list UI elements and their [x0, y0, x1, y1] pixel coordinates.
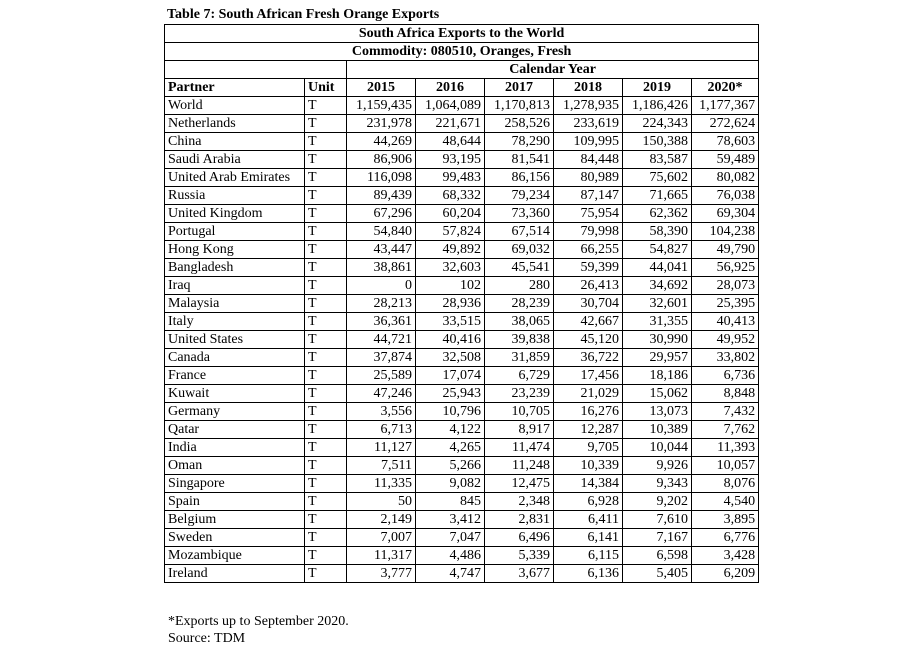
- value-cell: 44,041: [623, 259, 692, 277]
- value-cell: 7,432: [692, 403, 759, 421]
- value-cell: 56,925: [692, 259, 759, 277]
- value-cell: 28,239: [485, 295, 554, 313]
- partner-cell: India: [165, 439, 305, 457]
- partner-cell: Canada: [165, 349, 305, 367]
- value-cell: 2,149: [347, 511, 416, 529]
- partner-cell: Iraq: [165, 277, 305, 295]
- value-cell: 59,399: [554, 259, 623, 277]
- value-cell: 86,156: [485, 169, 554, 187]
- value-cell: 16,276: [554, 403, 623, 421]
- value-cell: 150,388: [623, 133, 692, 151]
- table-row: [165, 277, 759, 295]
- table-body: [165, 97, 759, 583]
- value-cell: 9,202: [623, 493, 692, 511]
- value-cell: 33,515: [416, 313, 485, 331]
- unit-cell: T: [305, 295, 347, 313]
- value-cell: 7,511: [347, 457, 416, 475]
- value-cell: 2,348: [485, 493, 554, 511]
- table-row: [165, 205, 759, 223]
- value-cell: 6,115: [554, 547, 623, 565]
- table-row: [165, 313, 759, 331]
- value-cell: 67,296: [347, 205, 416, 223]
- unit-cell: T: [305, 133, 347, 151]
- value-cell: 57,824: [416, 223, 485, 241]
- value-cell: 9,926: [623, 457, 692, 475]
- value-cell: 6,136: [554, 565, 623, 583]
- table-row: [165, 547, 759, 565]
- value-cell: 36,361: [347, 313, 416, 331]
- value-cell: 68,332: [416, 187, 485, 205]
- value-cell: 224,343: [623, 115, 692, 133]
- unit-cell: T: [305, 547, 347, 565]
- value-cell: 25,395: [692, 295, 759, 313]
- value-cell: 47,246: [347, 385, 416, 403]
- value-cell: 6,729: [485, 367, 554, 385]
- value-cell: 10,057: [692, 457, 759, 475]
- value-cell: 69,304: [692, 205, 759, 223]
- value-cell: 33,802: [692, 349, 759, 367]
- table-row: [165, 187, 759, 205]
- value-cell: 49,790: [692, 241, 759, 259]
- partner-cell: Malaysia: [165, 295, 305, 313]
- value-cell: 845: [416, 493, 485, 511]
- partner-cell: Kuwait: [165, 385, 305, 403]
- value-cell: 31,355: [623, 313, 692, 331]
- value-cell: 6,411: [554, 511, 623, 529]
- value-cell: 18,186: [623, 367, 692, 385]
- value-cell: 66,255: [554, 241, 623, 259]
- value-cell: 10,705: [485, 403, 554, 421]
- value-cell: 17,074: [416, 367, 485, 385]
- value-cell: 4,540: [692, 493, 759, 511]
- banner-line-1: South Africa Exports to the World: [165, 25, 759, 43]
- partner-cell: Spain: [165, 493, 305, 511]
- value-cell: 54,827: [623, 241, 692, 259]
- value-cell: 83,587: [623, 151, 692, 169]
- value-cell: 15,062: [623, 385, 692, 403]
- table-row: [165, 457, 759, 475]
- partner-cell: Mozambique: [165, 547, 305, 565]
- value-cell: 10,339: [554, 457, 623, 475]
- value-cell: 43,447: [347, 241, 416, 259]
- table-row: [165, 259, 759, 277]
- header-year: 2015: [347, 79, 416, 97]
- unit-cell: T: [305, 313, 347, 331]
- value-cell: 71,665: [623, 187, 692, 205]
- partner-cell: Russia: [165, 187, 305, 205]
- table-row: [165, 511, 759, 529]
- unit-cell: T: [305, 511, 347, 529]
- value-cell: 272,624: [692, 115, 759, 133]
- unit-cell: T: [305, 169, 347, 187]
- value-cell: 23,239: [485, 385, 554, 403]
- value-cell: 50: [347, 493, 416, 511]
- partner-cell: Italy: [165, 313, 305, 331]
- value-cell: 10,044: [623, 439, 692, 457]
- value-cell: 25,589: [347, 367, 416, 385]
- value-cell: 69,032: [485, 241, 554, 259]
- value-cell: 40,413: [692, 313, 759, 331]
- value-cell: 59,489: [692, 151, 759, 169]
- unit-cell: T: [305, 439, 347, 457]
- value-cell: 79,998: [554, 223, 623, 241]
- value-cell: 58,390: [623, 223, 692, 241]
- value-cell: 116,098: [347, 169, 416, 187]
- value-cell: 76,038: [692, 187, 759, 205]
- value-cell: 10,389: [623, 421, 692, 439]
- value-cell: 8,848: [692, 385, 759, 403]
- value-cell: 49,952: [692, 331, 759, 349]
- value-cell: 231,978: [347, 115, 416, 133]
- header-unit: Unit: [305, 79, 347, 97]
- value-cell: 0: [347, 277, 416, 295]
- header-row: [165, 79, 759, 97]
- value-cell: 280: [485, 277, 554, 295]
- value-cell: 14,384: [554, 475, 623, 493]
- value-cell: 87,147: [554, 187, 623, 205]
- value-cell: 45,541: [485, 259, 554, 277]
- banner-line-3: Calendar Year: [347, 61, 759, 79]
- value-cell: 233,619: [554, 115, 623, 133]
- value-cell: 31,859: [485, 349, 554, 367]
- value-cell: 8,917: [485, 421, 554, 439]
- value-cell: 4,486: [416, 547, 485, 565]
- value-cell: 7,007: [347, 529, 416, 547]
- value-cell: 4,747: [416, 565, 485, 583]
- table-title: Table 7: South African Fresh Orange Exports: [167, 7, 440, 22]
- value-cell: 6,776: [692, 529, 759, 547]
- table-row: [165, 403, 759, 421]
- value-cell: 5,266: [416, 457, 485, 475]
- value-cell: 99,483: [416, 169, 485, 187]
- unit-cell: T: [305, 421, 347, 439]
- table-row: [165, 565, 759, 583]
- value-cell: 32,508: [416, 349, 485, 367]
- table-row: [165, 97, 759, 115]
- value-cell: 3,428: [692, 547, 759, 565]
- partner-cell: Bangladesh: [165, 259, 305, 277]
- value-cell: 11,248: [485, 457, 554, 475]
- unit-cell: T: [305, 259, 347, 277]
- value-cell: 75,954: [554, 205, 623, 223]
- partner-cell: World: [165, 97, 305, 115]
- value-cell: 80,989: [554, 169, 623, 187]
- value-cell: 17,456: [554, 367, 623, 385]
- table-row: [165, 385, 759, 403]
- value-cell: 7,047: [416, 529, 485, 547]
- source-note: Source: TDM: [168, 631, 246, 646]
- value-cell: 3,777: [347, 565, 416, 583]
- value-cell: 221,671: [416, 115, 485, 133]
- value-cell: 11,127: [347, 439, 416, 457]
- unit-cell: T: [305, 331, 347, 349]
- partner-cell: Singapore: [165, 475, 305, 493]
- value-cell: 109,995: [554, 133, 623, 151]
- value-cell: 44,269: [347, 133, 416, 151]
- value-cell: 1,159,435: [347, 97, 416, 115]
- value-cell: 4,265: [416, 439, 485, 457]
- unit-cell: T: [305, 205, 347, 223]
- value-cell: 2,831: [485, 511, 554, 529]
- value-cell: 7,762: [692, 421, 759, 439]
- partner-cell: Oman: [165, 457, 305, 475]
- unit-cell: T: [305, 529, 347, 547]
- footnote: *Exports up to September 2020.: [168, 614, 349, 629]
- table-row: [165, 439, 759, 457]
- value-cell: 48,644: [416, 133, 485, 151]
- value-cell: 1,278,935: [554, 97, 623, 115]
- value-cell: 62,362: [623, 205, 692, 223]
- value-cell: 79,234: [485, 187, 554, 205]
- value-cell: 3,556: [347, 403, 416, 421]
- value-cell: 3,895: [692, 511, 759, 529]
- unit-cell: T: [305, 241, 347, 259]
- value-cell: 38,065: [485, 313, 554, 331]
- value-cell: 104,238: [692, 223, 759, 241]
- table-row: [165, 295, 759, 313]
- value-cell: 78,290: [485, 133, 554, 151]
- header-year: 2020*: [692, 79, 759, 97]
- value-cell: 4,122: [416, 421, 485, 439]
- partner-cell: Belgium: [165, 511, 305, 529]
- value-cell: 32,601: [623, 295, 692, 313]
- value-cell: 5,405: [623, 565, 692, 583]
- value-cell: 6,928: [554, 493, 623, 511]
- value-cell: 6,713: [347, 421, 416, 439]
- unit-cell: T: [305, 403, 347, 421]
- table-row: [165, 421, 759, 439]
- value-cell: 42,667: [554, 313, 623, 331]
- value-cell: 21,029: [554, 385, 623, 403]
- unit-cell: T: [305, 187, 347, 205]
- value-cell: 6,598: [623, 547, 692, 565]
- unit-cell: T: [305, 475, 347, 493]
- value-cell: 86,906: [347, 151, 416, 169]
- unit-cell: T: [305, 97, 347, 115]
- value-cell: 9,705: [554, 439, 623, 457]
- unit-cell: T: [305, 151, 347, 169]
- value-cell: 34,692: [623, 277, 692, 295]
- table-row: [165, 151, 759, 169]
- value-cell: 28,936: [416, 295, 485, 313]
- value-cell: 26,413: [554, 277, 623, 295]
- value-cell: 1,064,089: [416, 97, 485, 115]
- value-cell: 102: [416, 277, 485, 295]
- value-cell: 38,861: [347, 259, 416, 277]
- unit-cell: T: [305, 115, 347, 133]
- value-cell: 93,195: [416, 151, 485, 169]
- partner-cell: Ireland: [165, 565, 305, 583]
- table-row: [165, 169, 759, 187]
- value-cell: 6,141: [554, 529, 623, 547]
- table-row: [165, 241, 759, 259]
- value-cell: 44,721: [347, 331, 416, 349]
- value-cell: 39,838: [485, 331, 554, 349]
- header-partner: Partner: [165, 79, 305, 97]
- value-cell: 73,360: [485, 205, 554, 223]
- partner-cell: Germany: [165, 403, 305, 421]
- partner-cell: United Kingdom: [165, 205, 305, 223]
- value-cell: 49,892: [416, 241, 485, 259]
- value-cell: 7,167: [623, 529, 692, 547]
- value-cell: 78,603: [692, 133, 759, 151]
- value-cell: 6,496: [485, 529, 554, 547]
- value-cell: 258,526: [485, 115, 554, 133]
- banner-line-2: Commodity: 080510, Oranges, Fresh: [165, 43, 759, 61]
- table-row: [165, 133, 759, 151]
- table-row: [165, 331, 759, 349]
- partner-cell: United States: [165, 331, 305, 349]
- unit-cell: T: [305, 385, 347, 403]
- partner-cell: United Arab Emirates: [165, 169, 305, 187]
- table-row: [165, 529, 759, 547]
- table-row: [165, 493, 759, 511]
- value-cell: 11,393: [692, 439, 759, 457]
- value-cell: 1,186,426: [623, 97, 692, 115]
- value-cell: 30,704: [554, 295, 623, 313]
- value-cell: 13,073: [623, 403, 692, 421]
- value-cell: 80,082: [692, 169, 759, 187]
- value-cell: 3,412: [416, 511, 485, 529]
- table-row: [165, 475, 759, 493]
- value-cell: 6,209: [692, 565, 759, 583]
- unit-cell: T: [305, 277, 347, 295]
- value-cell: 29,957: [623, 349, 692, 367]
- partner-cell: China: [165, 133, 305, 151]
- table-row: [165, 349, 759, 367]
- header-year: 2018: [554, 79, 623, 97]
- unit-cell: T: [305, 367, 347, 385]
- value-cell: 28,213: [347, 295, 416, 313]
- header-year: 2019: [623, 79, 692, 97]
- value-cell: 54,840: [347, 223, 416, 241]
- unit-cell: T: [305, 457, 347, 475]
- unit-cell: T: [305, 349, 347, 367]
- partner-cell: Qatar: [165, 421, 305, 439]
- value-cell: 30,990: [623, 331, 692, 349]
- partner-cell: Netherlands: [165, 115, 305, 133]
- value-cell: 7,610: [623, 511, 692, 529]
- partner-cell: France: [165, 367, 305, 385]
- partner-cell: Hong Kong: [165, 241, 305, 259]
- value-cell: 10,796: [416, 403, 485, 421]
- unit-cell: T: [305, 565, 347, 583]
- partner-cell: Sweden: [165, 529, 305, 547]
- header-year: 2017: [485, 79, 554, 97]
- value-cell: 37,874: [347, 349, 416, 367]
- value-cell: 11,317: [347, 547, 416, 565]
- value-cell: 84,448: [554, 151, 623, 169]
- value-cell: 1,170,813: [485, 97, 554, 115]
- table-row: [165, 115, 759, 133]
- value-cell: 9,343: [623, 475, 692, 493]
- table-row: [165, 223, 759, 241]
- value-cell: 11,474: [485, 439, 554, 457]
- exports-table: [164, 24, 759, 583]
- value-cell: 25,943: [416, 385, 485, 403]
- value-cell: 12,475: [485, 475, 554, 493]
- table-row: [165, 367, 759, 385]
- value-cell: 5,339: [485, 547, 554, 565]
- value-cell: 81,541: [485, 151, 554, 169]
- value-cell: 36,722: [554, 349, 623, 367]
- value-cell: 32,603: [416, 259, 485, 277]
- value-cell: 40,416: [416, 331, 485, 349]
- unit-cell: T: [305, 223, 347, 241]
- partner-cell: Portugal: [165, 223, 305, 241]
- value-cell: 9,082: [416, 475, 485, 493]
- value-cell: 11,335: [347, 475, 416, 493]
- value-cell: 6,736: [692, 367, 759, 385]
- value-cell: 67,514: [485, 223, 554, 241]
- value-cell: 12,287: [554, 421, 623, 439]
- partner-cell: Saudi Arabia: [165, 151, 305, 169]
- value-cell: 60,204: [416, 205, 485, 223]
- value-cell: 8,076: [692, 475, 759, 493]
- value-cell: 28,073: [692, 277, 759, 295]
- value-cell: 45,120: [554, 331, 623, 349]
- value-cell: 3,677: [485, 565, 554, 583]
- value-cell: 75,602: [623, 169, 692, 187]
- header-year: 2016: [416, 79, 485, 97]
- banner-blank: [165, 61, 347, 79]
- value-cell: 1,177,367: [692, 97, 759, 115]
- value-cell: 89,439: [347, 187, 416, 205]
- unit-cell: T: [305, 493, 347, 511]
